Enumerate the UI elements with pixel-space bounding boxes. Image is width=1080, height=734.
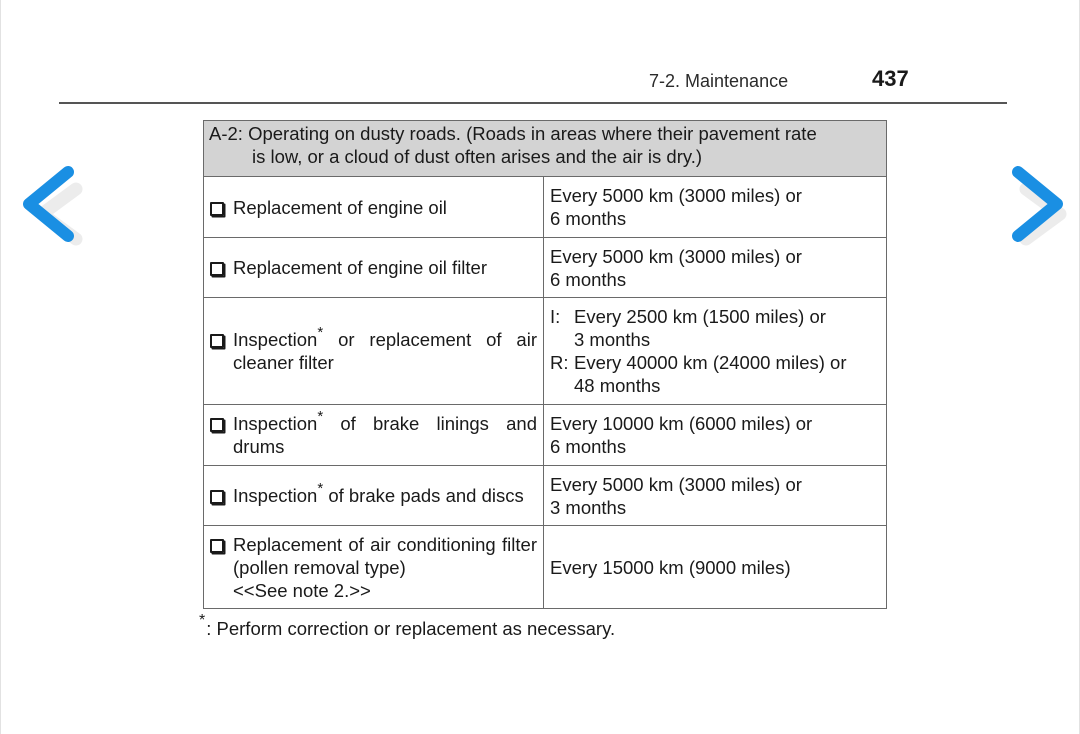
item-note: <<See note 2.>> [233, 579, 371, 601]
item-label: Replacement of engine oil filter [233, 257, 488, 278]
interval-line: Every 15000 km (9000 miles) [550, 556, 791, 578]
item-label-start: Inspection [233, 329, 318, 350]
checkbox-icon [210, 262, 224, 276]
section-title: 7-2. Maintenance [649, 71, 789, 91]
item-label-start: Inspection [233, 485, 318, 506]
checkbox-icon [210, 539, 224, 553]
checkbox-icon [210, 418, 224, 432]
interval-cell [544, 177, 887, 238]
interval-line: 3 months [550, 496, 627, 518]
interval-line: 3 months [574, 329, 651, 350]
item-label [233, 533, 537, 602]
previous-page-button[interactable] [15, 162, 85, 262]
interval-cell [544, 298, 887, 405]
table-row [204, 177, 887, 238]
item-cell [204, 526, 544, 609]
asterisk-mark: * [317, 479, 324, 497]
interval-line: 6 months [550, 436, 627, 457]
table-title [204, 121, 887, 177]
page-header [59, 62, 1007, 104]
footnote-text: : Perform correction or replacement as necessary. [206, 618, 616, 639]
item-label [233, 323, 537, 374]
item-label [233, 479, 524, 507]
item-label-end: of brake linings and drums [233, 413, 537, 457]
checkbox-icon [210, 202, 224, 216]
replacement-prefix: R: [550, 352, 569, 373]
page-number: 437 [872, 66, 909, 91]
interval-line: Every 5000 km (3000 miles) or [550, 245, 802, 267]
inspection-prefix: I: [550, 306, 561, 327]
interval-cell [544, 466, 887, 526]
table-title-line1: A-2: Operating on dusty roads. (Roads in areas where their pavement rate [209, 123, 817, 144]
item-label-main: Replacement of air conditioning filter (pollen removal type) [233, 533, 537, 578]
table-row [204, 238, 887, 298]
table-row [204, 526, 887, 609]
footnote [199, 611, 616, 640]
interval-line: Every 10000 km (6000 miles) or [550, 413, 813, 434]
item-cell [204, 466, 544, 526]
item-cell [204, 177, 544, 238]
interval-line: 6 months [550, 268, 627, 290]
item-cell [204, 238, 544, 298]
interval-cell [544, 238, 887, 298]
asterisk-mark: * [317, 323, 324, 341]
table-row [204, 298, 887, 405]
item-label-start: Inspection [233, 413, 318, 434]
maintenance-table [203, 120, 887, 609]
next-page-button[interactable] [1001, 162, 1071, 262]
item-label [233, 407, 537, 458]
interval-line: 48 months [574, 375, 661, 396]
interval-line: Every 40000 km (24000 miles) or [574, 352, 847, 373]
interval-line: Every 5000 km (3000 miles) or [550, 185, 802, 206]
interval-line: Every 5000 km (3000 miles) or [550, 473, 802, 495]
item-cell [204, 405, 544, 466]
item-label-end: or replacement of air cleaner filter [233, 329, 537, 373]
item-cell [204, 298, 544, 405]
item-label: Replacement of engine oil [233, 196, 447, 218]
asterisk-mark: * [317, 407, 324, 425]
interval-line: 6 months [550, 208, 627, 229]
interval-line: Every 2500 km (1500 miles) or [574, 306, 826, 327]
table-row [204, 466, 887, 526]
interval-cell [544, 526, 887, 609]
footnote-asterisk: * [199, 611, 206, 629]
checkbox-icon [210, 334, 224, 348]
chevron-right-icon [1001, 162, 1071, 262]
table-row [204, 405, 887, 466]
chevron-left-icon [15, 162, 85, 262]
interval-cell [544, 405, 887, 466]
item-label-end: of brake pads and discs [323, 485, 524, 506]
checkbox-icon [210, 490, 224, 504]
table-title-line2: is low, or a cloud of dust often arises and the air is dry.) [252, 146, 703, 167]
